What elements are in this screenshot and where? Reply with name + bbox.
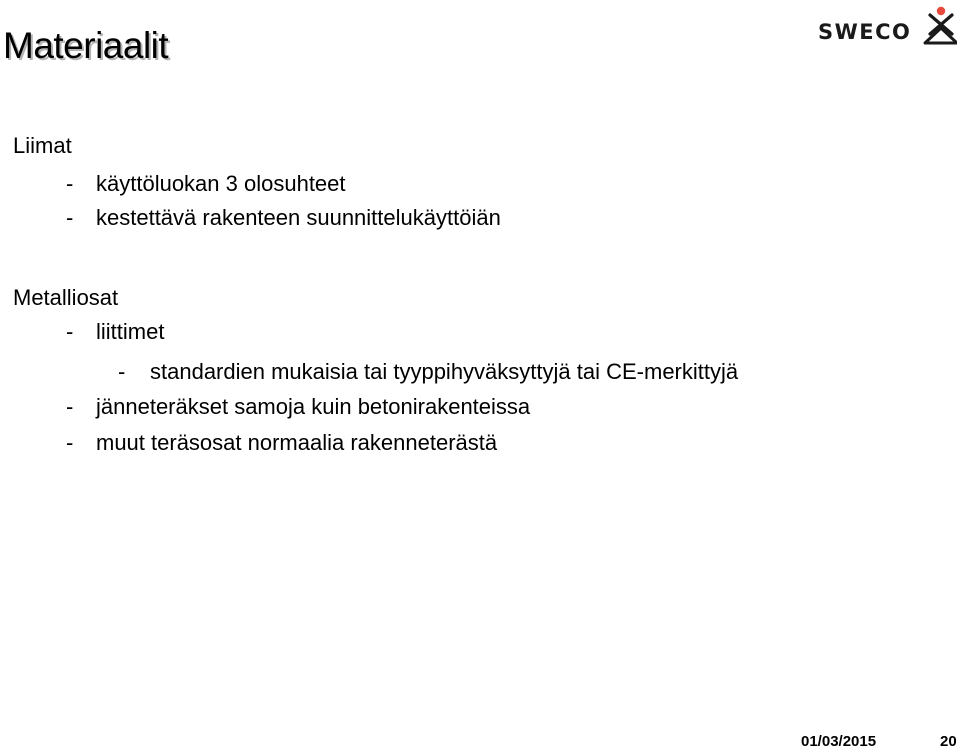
bullet-dash: - (66, 394, 74, 419)
list-item-text: liittimet (96, 319, 165, 344)
bullet-dash: - (66, 171, 74, 196)
footer-date: 01/03/2015 (801, 733, 877, 750)
list-item-text: standardien mukaisia tai tyyppihyväksyttyjä tai CE-merkittyjä (150, 359, 739, 384)
list-item-text: muut teräsosat normaalia rakenneterästä (96, 430, 498, 455)
list-item-text: jänneteräkset samoja kuin betonirakenteissa (96, 394, 531, 419)
sweco-logo (818, 6, 958, 46)
list-item-text: kestettävä rakenteen suunnittelukäyttöiän (96, 205, 501, 230)
slide-title: Materiaalit (3, 25, 169, 66)
page-number: 20 (940, 733, 957, 750)
bullet-dash: - (66, 319, 74, 344)
logo-wordmark: SWECO (818, 20, 912, 44)
bullet-dash: - (66, 430, 74, 455)
section-heading-liimat: Liimat (13, 133, 72, 158)
bullet-dash: - (118, 359, 126, 384)
list-item-text: käyttöluokan 3 olosuhteet (96, 171, 346, 196)
bullet-dash: - (66, 205, 74, 230)
section-heading-metalliosat: Metalliosat (13, 285, 119, 310)
sweco-person-icon (921, 6, 957, 46)
